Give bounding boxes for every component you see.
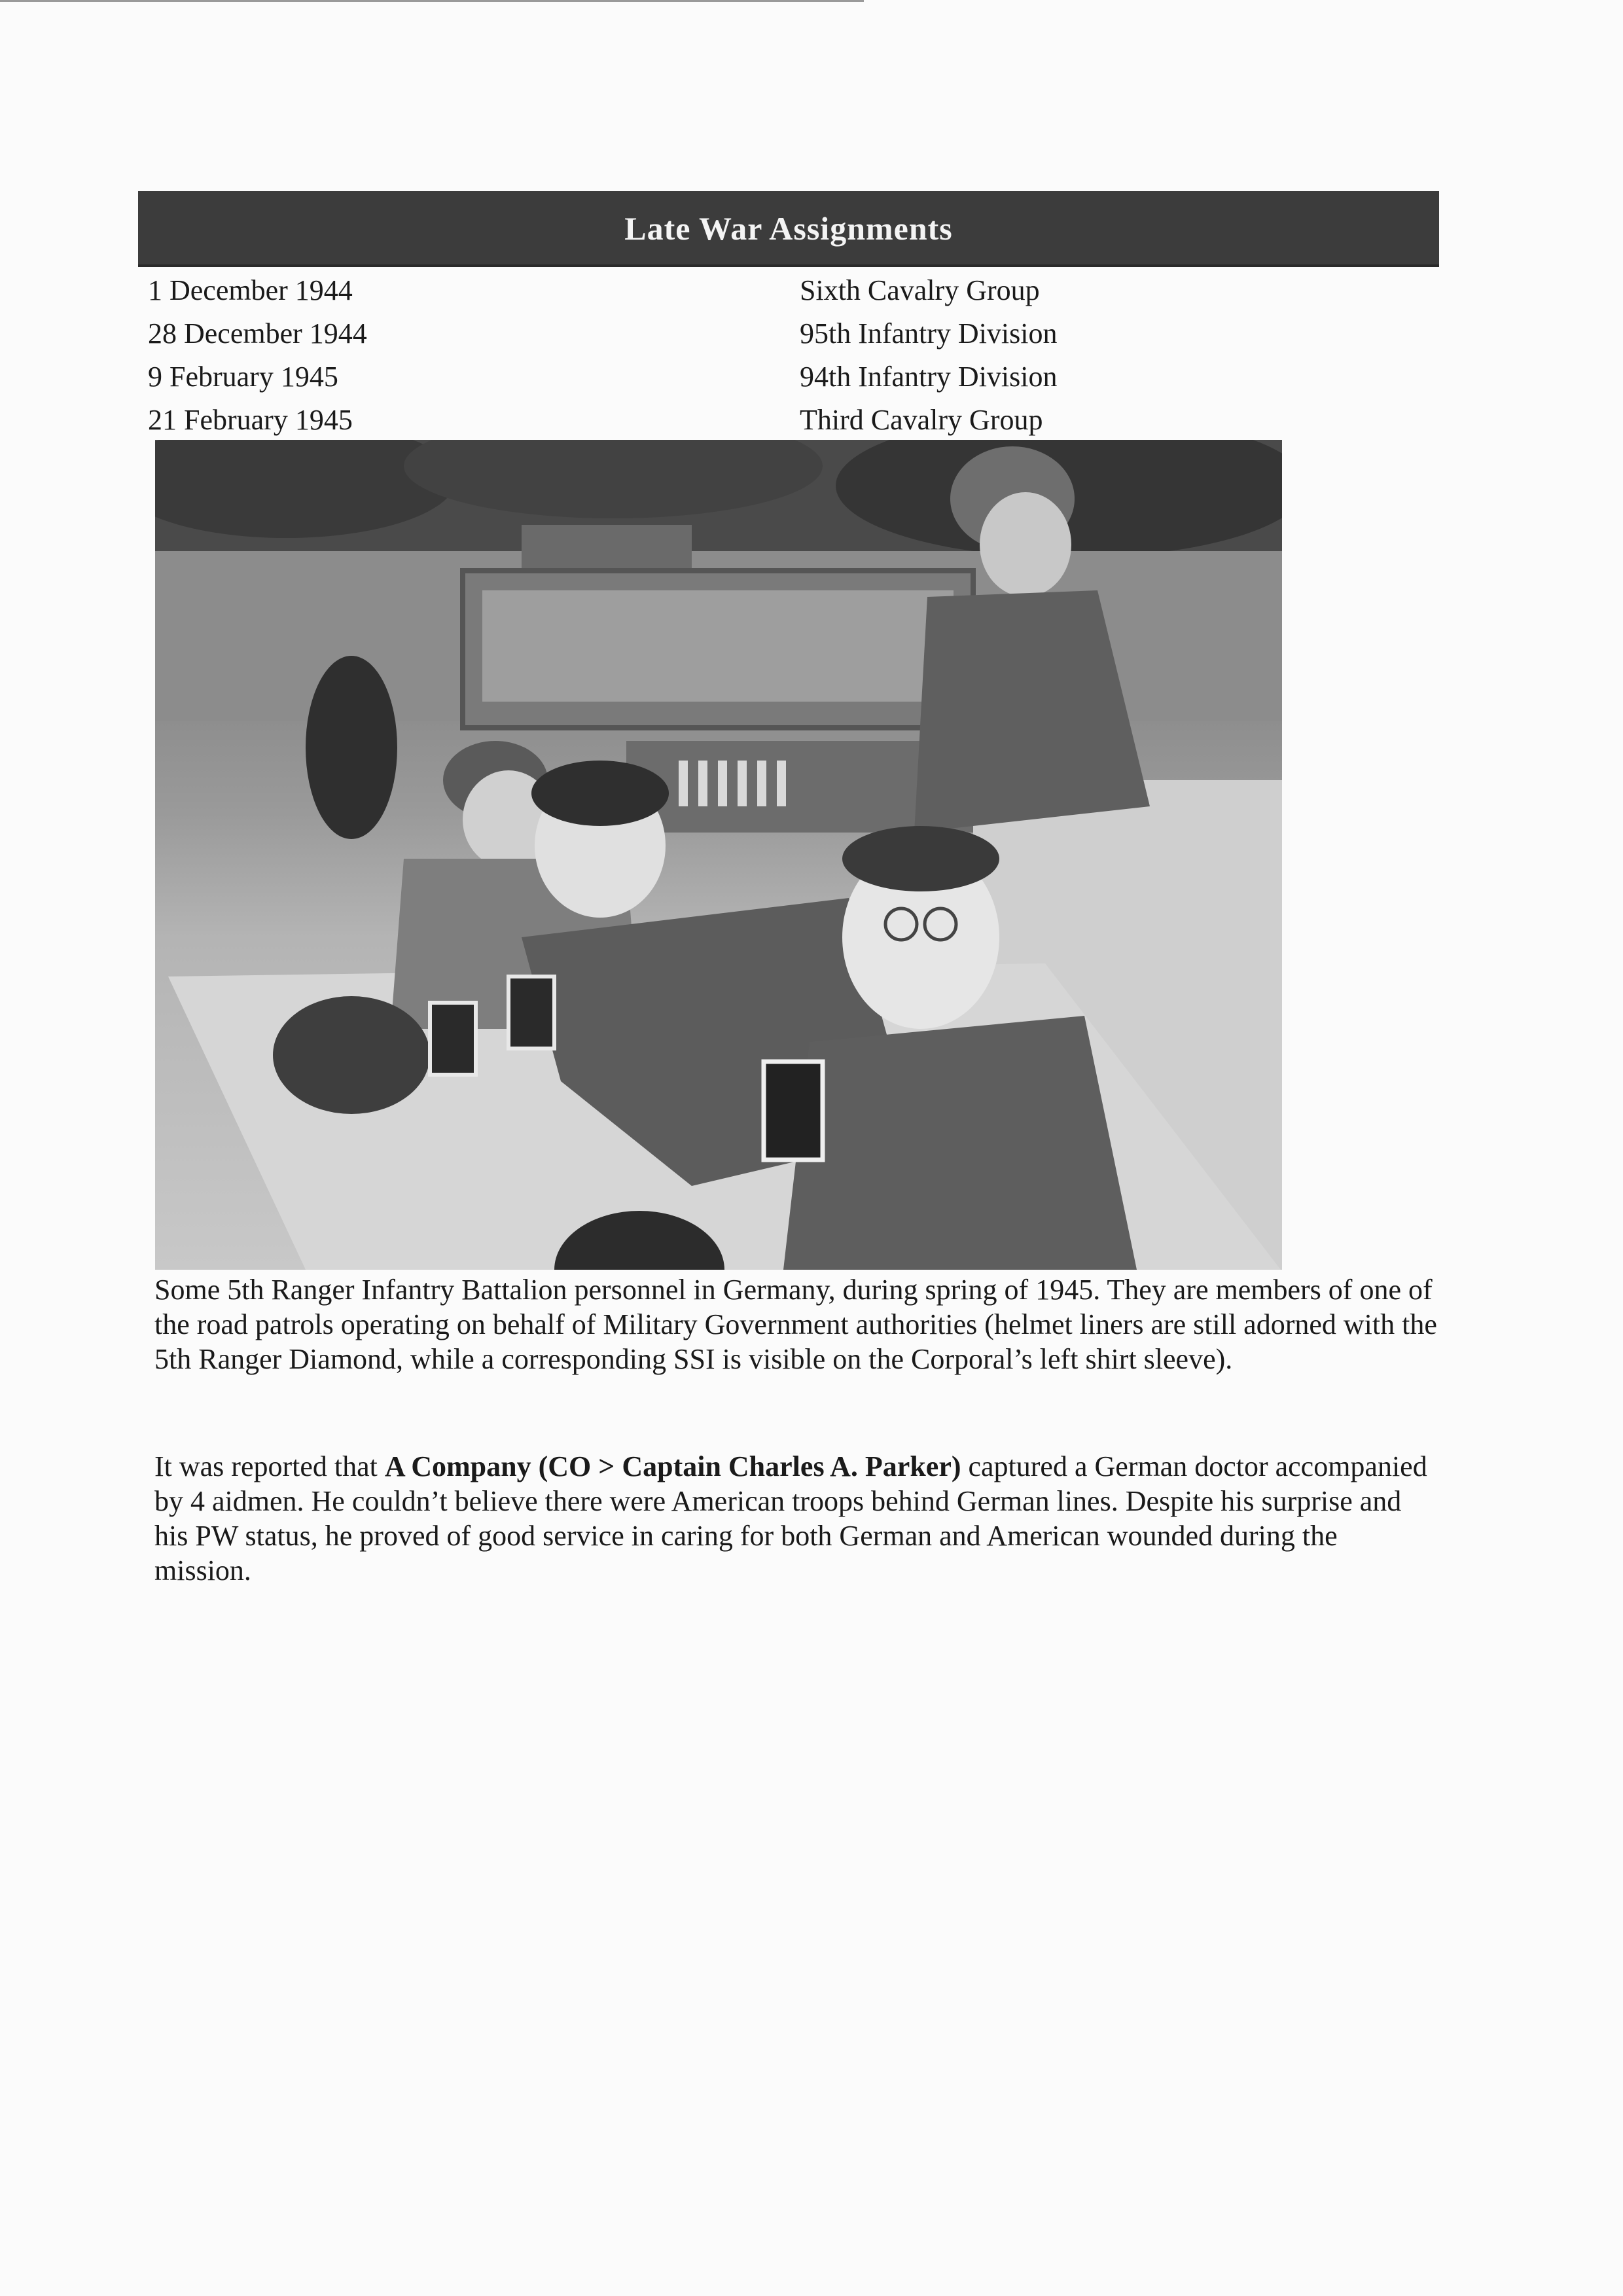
assignment-unit: 94th Infantry Division [800, 360, 1058, 393]
assignment-unit: Third Cavalry Group [800, 403, 1043, 436]
assignment-row [148, 312, 1260, 355]
assignment-row [148, 398, 1260, 441]
assignment-date: 28 December 1944 [148, 317, 367, 350]
assignment-unit: Sixth Cavalry Group [800, 274, 1040, 306]
section-title: Late War Assignments [624, 210, 953, 247]
paragraph-prefix: It was reported that [154, 1450, 385, 1482]
paragraph-bold-company: A Company (CO > Captain Charles A. Parker) [384, 1450, 961, 1482]
assignment-date: 1 December 1944 [148, 274, 353, 306]
photo-illustration [155, 440, 1282, 1270]
assignment-date: 21 February 1945 [148, 403, 353, 436]
paragraph-suffix: captured a German doctor accompanied by 4 aidmen. He couldn’t believe there were American troops behind German lines. Despite his surprise and his PW status, he proved of good service in caring for both German and American wounded during the mission. [154, 1450, 1427, 1587]
scan-edge-line [0, 0, 864, 2]
assignment-unit: 95th Infantry Division [800, 317, 1058, 350]
assignment-row [148, 268, 1260, 312]
assignment-date: 9 February 1945 [148, 360, 338, 393]
soldiers-photograph [155, 440, 1282, 1270]
assignment-row [148, 355, 1260, 398]
photo-caption: Some 5th Ranger Infantry Battalion personnel in Germany, during spring of 1945. They are members of one of the road patrols operating on behalf of Military Government authorities (helmet liners are still adorned with the 5th Ranger Diamond, while a corresponding SSI is visible on the Corporal’s left shirt sleeve). [154, 1274, 1437, 1375]
section-title-bar [138, 191, 1439, 267]
assignments-table [148, 268, 1260, 441]
body-paragraph [154, 1449, 1437, 1588]
